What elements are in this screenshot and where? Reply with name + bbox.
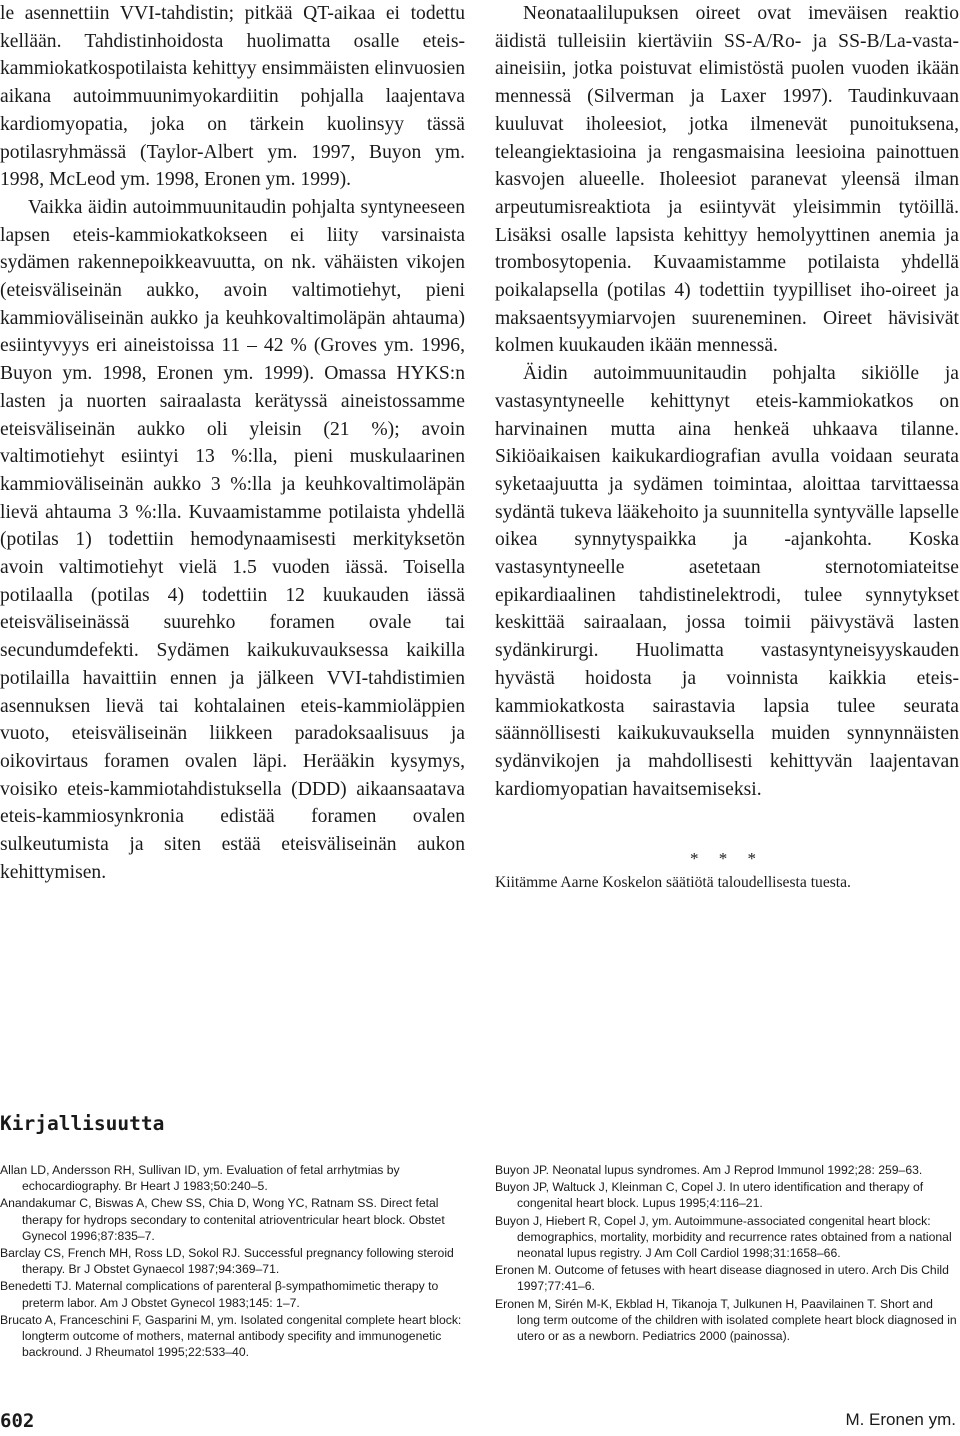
section-separator: * * *	[690, 849, 764, 869]
reference-item: Brucato A, Franceschini F, Gasparini M, ym. Isolated congenital complete heart block: longterm outcome of mothers, maternal antibody specifity and immunogenetic backround. J Rheumatol 1995;22:533–40.	[0, 1312, 462, 1360]
reference-item: Benedetti TJ. Maternal complications of parenteral β-sympathomimetic therapy to preterm labor. Am J Obstet Gynecol 1983;145: 1–7.	[0, 1279, 439, 1310]
body-paragraph: Äidin autoimmuunitaudin pohjalta sikiölle ja vastasyntyneelle kehittynyt eteis-kammiokatkos on harvinainen mutta aina henkeä uhkaava tilanne. Sikiöaikaisen kaikukardiografian avulla voidaan seurata syketaajuutta ja sydämen toimintaa, aloittaa tarvittaessa sydäntä tukeva lääkehoito ja suunnitella syntyvälle lapselle oikea synnytyspaikka ja -ajankohta. Koska vastasyntyneelle asetetaan sternotomiateitse epikardiaalinen tahdistinelektrodi, tulee synnytykset keskittää sairaalaan, jossa toimii päivystävä lasten sydänkirurgi. Huolimatta vastasyntyneisyyskauden hyvästä hoidosta ja voinnista kaikkia eteis-kammiokatkosta sairastavia lapsia tulee seurata säännöllisesti kaikukuvauksella muiden synnynnäisten sydänvikojen ja mahdollisesti kehittyvän laajentavan kardiomyopatian havaitsemiseksi.	[495, 363, 959, 800]
reference-item: Allan LD, Andersson RH, Sullivan ID, ym. Evaluation of fetal arrhytmias by echocardiography. Br Heart J 1983;50:240–5.	[0, 1163, 400, 1194]
reference-item: Anandakumar C, Biswas A, Chew SS, Chia D, Wong YC, Ratnam SS. Direct fetal therapy for hydrops secondary to contenital atrioventricular heart block. Obstet Gynecol 1996;87:835–7.	[0, 1196, 445, 1243]
references-heading: Kirjallisuutta	[0, 1112, 165, 1135]
reference-item: Eronen M, Sirén M-K, Ekblad H, Tikanoja T, Julkunen H, Paavilainen T. Short and long term outcome of the children with isolated complete heart block diagnosed in utero or as a newborn. Pediatrics 2000 (painossa).	[495, 1296, 957, 1344]
reference-item: Buyon J, Hiebert R, Copel J, ym. Autoimmune-associated congenital heart block: demographics, mortality, morbidity and recurrence rates obtained from a national neonatal lupus registry. J Am Coll Cardiol 1998;31:1658–66.	[495, 1213, 952, 1261]
reference-item: Barclay CS, French MH, Ross LD, Sokol RJ. Successful pregnancy following steroid therapy. Br J Obstet Gynaecol 1987;94:369–71.	[0, 1246, 454, 1277]
body-paragraph: Vaikka äidin autoimmuunitaudin pohjalta syntyneeseen lapsen eteis-kammiokatkokseen ei liity varsinaista sydämen rakennepoikkeavuutta, on nk. vähäisten vikojen (eteisväliseinän aukko, avoin valtimotiehyt, pieni kammioväliseinän aukko ja keuhkovaltimoläpän ahtauma) esiintyvyys eri aineistoissa 11 – 42 % (Groves ym. 1996, Buyon ym. 1998, Eronen ym. 1999). Omassa HYKS:n lasten ja nuorten sairaalasta kerätyssä aineistossamme eteisväliseinän aukko oli yleisin (21 %); avoin valtimotiehyt esiintyi 13 %:lla, pieni muskulaarinen kammioväliseinän aukko 3 %:lla ja keuhkovaltimoläpän lievä ahtauma 3 %:lla. Kuvaamistamme potilaista yhdellä (potilas 1) todettiin hemodynaamisesti merkityksetön avoin valtimotiehyt vielä 1.5 vuoden iässä. Toisella potilaalla (potilas 4) todettiin 12 kuukauden iässä eteisväliseinässä suurehko foramen ovale tai secundumdefekti. Sydämen kaikukuvauksessa kaikilla potilailla havaittiin ennen ja jälkeen VVI-tahdistimien asennuksen lievä tai kohtalainen eteis-kammioläppien vuoto, eteisväliseinän liikkeen paradoksaalisuus ja oikovirtaus foramen ovalen läpi. Herääkin kysymys, voisiko eteis-kammiotahdistuksella (DDD) aikaansaatava eteis-kammiosynkronia edistää foramen ovalen sulkeutumista ja siten estää eteisväliseinän aukon kehittymisen.	[0, 196, 465, 883]
body-text-right-column	[495, 0, 959, 893]
body-paragraph: le asennettiin VVI-tahdistin; pitkää QT-aikaa ei todettu kellään. Tahdistinhoidosta huolimatta osalle eteis-kammiokatkospotilaista kehittyy ensimmäisten elinvuosien aikana autoimmuunimyokardiitin pohjalla laajentava kardiomyopatia, joka on tärkein kuolinsyy tässä potilasryhmässä (Taylor-Albert ym. 1997, Buyon ym. 1998, McLeod ym. 1998, Eronen ym. 1999).	[0, 3, 465, 191]
acknowledgement: Kiitämme Aarne Koskelon säätiötä taloudellisesta tuesta.	[495, 874, 851, 892]
references-left-column	[0, 1162, 468, 1361]
body-text-left-column	[0, 0, 465, 887]
references-right-column	[495, 1162, 959, 1345]
reference-item: Buyon JP, Waltuck J, Kleinman C, Copel J. In utero identification and therapy of congenital heart block. Lupus 1995;4:116–21.	[495, 1180, 924, 1211]
reference-item: Eronen M. Outcome of fetuses with heart disease diagnosed in utero. Arch Dis Child 1997;77:41–6.	[495, 1263, 949, 1294]
page-number: 602	[0, 1410, 35, 1432]
reference-item: Buyon JP. Neonatal lupus syndromes. Am J Reprod Immunol 1992;28: 259–63.	[495, 1163, 923, 1177]
running-footer-author: M. Eronen ym.	[845, 1410, 956, 1429]
body-paragraph: Neonataalilupuksen oireet ovat imeväisen reaktio äidistä tulleisiin kiertäviin SS-A/Ro- ja SS-B/La-vasta-aineisiin, jotka poistuvat elimistöstä puolen vuoden ikään mennessä (Silverman ja Laxer 1997). Taudinkuvaan kuuluvat iholeesiot, jotka ilmenevät punoituksena, teleangiektasioina ja rengasmaisina leesioina painottuen kasvojen alueelle. Iholeesiot paranevat yleensä ilman arpeutumisreaktiota ja esiintyvät yleisimmin tytöillä. Lisäksi osalle lapsista kehittyy hemolyyttinen anemia ja trombosytopenia. Kuvaamistamme potilaista yhdellä poikalapsella (potilas 4) todettiin tyypilliset iho-oireet ja maksaentsyymiarvojen suureneminen. Oireet hävisivät kolmen kuukauden ikään mennessä.	[495, 3, 959, 357]
